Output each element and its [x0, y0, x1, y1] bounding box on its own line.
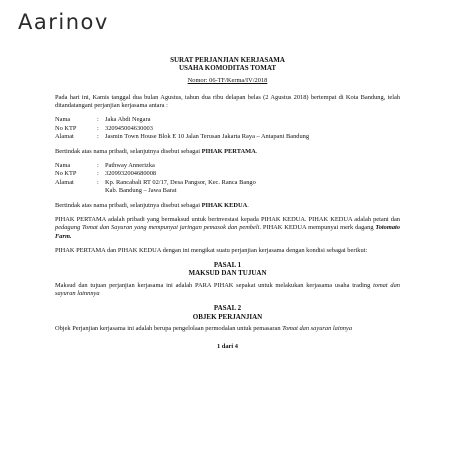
- pasal-2-text: Objek Perjanjian kerjasama ini adalah berupa pengelolaan permodalan untuk pemasaran Tomat dan sayuran lainnya: [55, 325, 353, 333]
- company-logo: Aarinov: [18, 10, 109, 34]
- party-2-details: Nama : Pathway Annerizka No KTP : 3209932004680008 Alamat : Kp. Rancabali RT 02/17, Desa Pangsor, Kec. Ranca Bango Kab. Bandung – Jawa Barat: [55, 162, 400, 195]
- party-1-details: Nama : Jaka Abdi Negara No KTP : 320945004630003 Alamat : Jasmin Town House Blok E 10 Jalan Terusan Jakarta Raya – Antapani Bandung: [55, 116, 400, 141]
- document-title: [55, 56, 400, 73]
- party-1-name-label: Nama: [55, 116, 71, 124]
- pasal-1-text: Maksud dan tujuan perjanjian kerjasama ini adalah PARA PIHAK sepakat untuk melakukan kerjasama usaha trading tomat dan sayuran lainnnya: [55, 281, 401, 298]
- party-1-ktp: 320945004630003: [105, 124, 153, 132]
- party-2-address: Kp. Rancabali RT 02/17, Desa Pangsor, Kec. Ranca Bango Kab. Bandung – Jawa Barat: [105, 178, 256, 194]
- party-1-acting: Bertindak atas nama pribadi, selanjutnya disebut sebagai PIHAK PERTAMA.: [55, 148, 258, 156]
- pasal-2-heading: PASAL 2 OBJEK PERJANJIAN: [192, 304, 263, 321]
- party-2-role: PIHAK KEDUA: [201, 202, 248, 210]
- party-2-name-label: Nama: [55, 162, 71, 170]
- title-line-1: SURAT PERJANJIAN KERJASAMA: [170, 56, 285, 64]
- intro-paragraph: Pada hari ini, Kamis tanggal dua bulan Agustus, tahun dua ribu delapan belas (2 Agustus 2018) bertempat di Kota Bandung, telah ditandatangani perjanjian kerjasama antara :: [55, 94, 400, 110]
- brand-name: Totomato Farm.: [55, 224, 400, 240]
- title-line-2: USAHA KOMODITAS TOMAT: [178, 64, 277, 73]
- pasal-1-heading: PASAL 1 MAKSUD DAN TUJUAN: [188, 261, 267, 278]
- parties-description: PIHAK PERTAMA adalah pribadi yang bermaksud untuk berinvestasi kepada PIHAK KEDUA. PIHAK KEDUA adalah petani dan pedagang Tomat dan Sayuran yang mempunyai jaringan pemasok dan pembeli. PIHAK KEDUA mempunyai merk dagang Totomato Farm.: [55, 216, 400, 240]
- party-1-ktp-label: No KTP: [55, 124, 77, 132]
- document-number: Nomor: 06-TF/Kerma/IV/2018: [187, 76, 268, 84]
- party-2-ktp: 3209932004680008: [105, 170, 157, 178]
- party-1-address: Jasmin Town House Blok E 10 Jalan Terusan Jakarta Raya – Antapani Bandung: [105, 132, 310, 140]
- agreement-body: [55, 56, 400, 352]
- party-2-address-label: Alamat: [55, 178, 74, 186]
- agreement-statement: PIHAK PERTAMA dan PIHAK KEDUA dengan ini mengikat suatu perjanjian kerjasama dengan kondisi sebagai berikut:: [55, 246, 368, 254]
- party-1-role: PIHAK PERTAMA: [201, 148, 256, 156]
- party-1-name: Jaka Abdi Negara: [105, 116, 151, 124]
- party-1-address-label: Alamat: [55, 132, 74, 140]
- party-2-name: Pathway Annerizka: [105, 162, 155, 170]
- party-2-ktp-label: No KTP: [55, 170, 77, 178]
- page-number: 1 dari 4: [217, 343, 238, 351]
- party-2-acting: Bertindak atas nama pribadi, selanjutnya disebut sebagai PIHAK KEDUA.: [55, 202, 249, 210]
